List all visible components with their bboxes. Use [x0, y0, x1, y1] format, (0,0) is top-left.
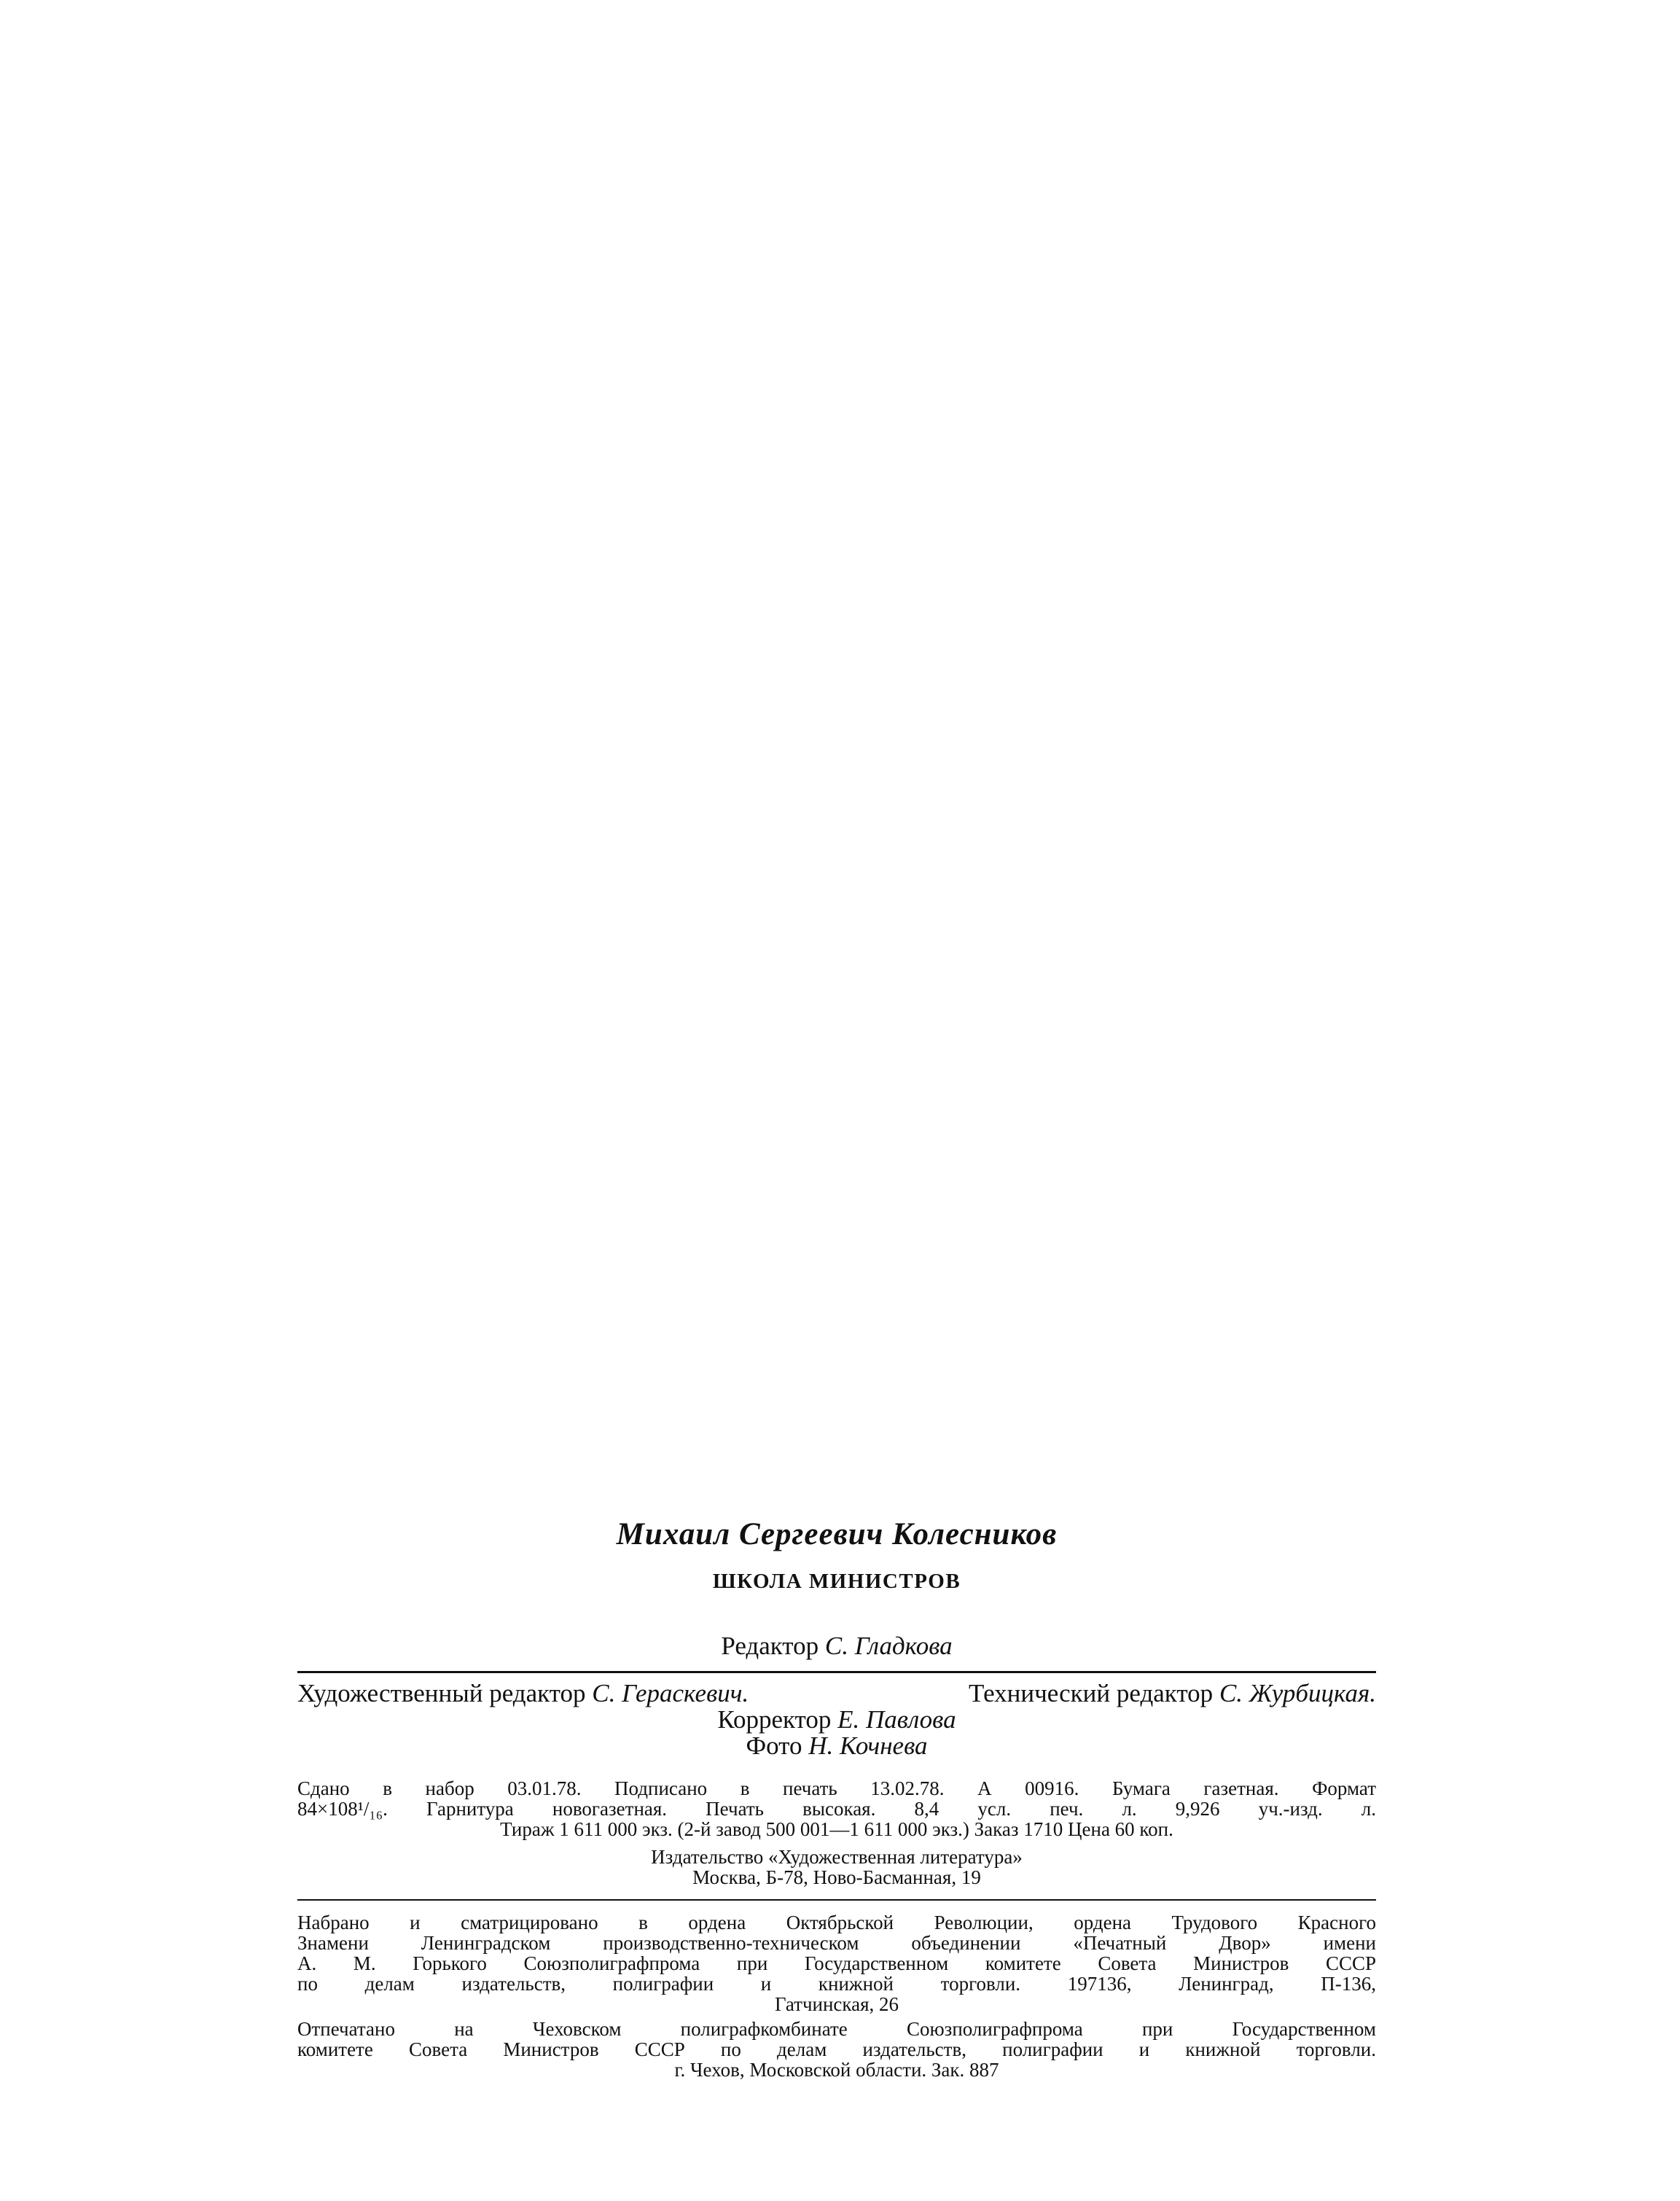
art-editor-name: С. Гераскевич. — [592, 1679, 749, 1707]
publisher-info — [297, 1847, 1376, 1888]
photo-name: Н. Кочнева — [808, 1731, 928, 1760]
typesetting-info — [297, 1912, 1376, 2014]
divider-top — [297, 1671, 1376, 1673]
pubdata-line-2: 84×108¹/₁₆. Гарнитура новогазетная. Печать высокая. 8,4 усл. печ. л. 9,926 уч.-изд. л. — [297, 1798, 1376, 1820]
art-editor-credit — [297, 1680, 749, 1707]
typesetting-line-4: по делам издательств, полиграфии и книжной торговли. 197136, Ленинград, П-136, — [297, 1973, 1376, 1995]
publisher-address: Москва, Б-78, Ново-Басманная, 19 — [692, 1866, 981, 1888]
editor-label: Редактор — [721, 1632, 819, 1660]
divider-bottom — [297, 1899, 1376, 1901]
tech-editor-credit — [969, 1680, 1376, 1707]
imprint-block — [297, 1516, 1376, 2080]
art-editor-label: Художественный редактор — [297, 1679, 586, 1707]
photo-label: Фото — [746, 1731, 802, 1760]
publisher-name: Издательство «Художественная литература» — [651, 1846, 1023, 1868]
book-title: ШКОЛА МИНИСТРОВ — [712, 1570, 961, 1593]
proofreader-label: Корректор — [717, 1705, 832, 1734]
printing-line-3: г. Чехов, Московской области. Зак. 887 — [674, 2059, 999, 2081]
author-name: Михаил Сергеевич Колесников — [616, 1517, 1058, 1551]
editor-line — [297, 1632, 1376, 1661]
pubdata-line-1: Сдано в набор 03.01.78. Подписано в печать 13.02.78. А 00916. Бумага газетная. Формат — [297, 1777, 1376, 1799]
typesetting-line-3: А. М. Горького Союзполиграфпрома при Государственном комитете Совета Министров СССР — [297, 1952, 1376, 1974]
staff-credits — [297, 1680, 1376, 1759]
tech-editor-name: С. Журбицкая. — [1219, 1679, 1376, 1707]
printing-info — [297, 2019, 1376, 2080]
publication-data — [297, 1778, 1376, 1819]
editor-name: С. Гладкова — [824, 1632, 953, 1660]
typesetting-line-5: Гатчинская, 26 — [774, 1993, 899, 2015]
printing-line-1: Отпечатано на Чеховском полиграфкомбинате Союзполиграфпрома при Государственном — [297, 2018, 1376, 2040]
staff-row-editors — [297, 1680, 1376, 1707]
printing-line-2: комитете Совета Министров СССР по делам издательств, полиграфии и книжной торговли. — [297, 2038, 1376, 2060]
photo-credit — [297, 1733, 1376, 1759]
typesetting-line-1: Набрано и сматрицировано в ордена Октябрьской Революции, ордена Трудового Красного — [297, 1912, 1376, 1933]
proofreader-credit — [297, 1707, 1376, 1733]
typesetting-line-2: Знамени Ленинградском производственно-техническом объединении «Печатный Двор» имени — [297, 1932, 1376, 1954]
proofreader-name: Е. Павлова — [837, 1705, 956, 1734]
tech-editor-label: Технический редактор — [969, 1679, 1214, 1707]
pubdata-line-3: Тираж 1 611 000 экз. (2-й завод 500 001—1 611 000 экз.) Заказ 1710 Цена 60 коп. — [500, 1818, 1173, 1840]
